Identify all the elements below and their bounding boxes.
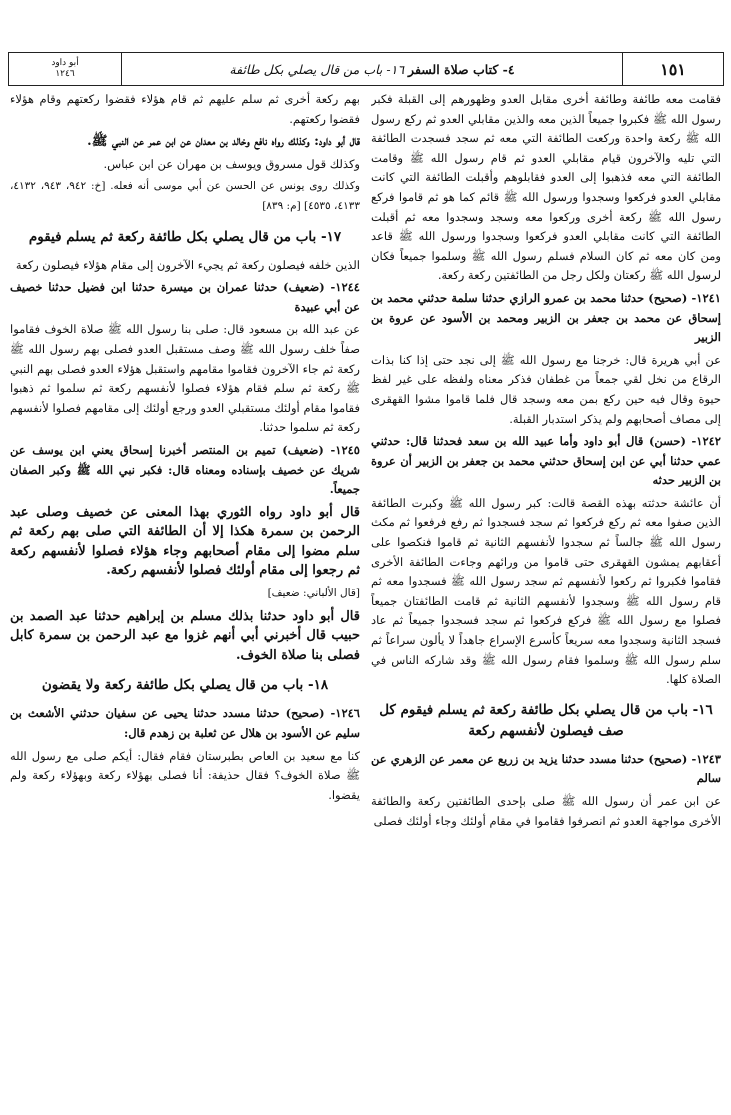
header-title — [121, 53, 623, 85]
hadith-1242-text: أن عائشة حدثته بهذه القصة قالت: كبر رسول الله ﷺ وكبرت الطائفة الذين صفوا معه ثم ركع فركعوا ثم سجد فسجدوا ثم رفع فرفعوا ثم مكث رسول الله ﷺ جالساً ثم سجدوا لأنفسهم الثانية ثم قاموا فنكصوا على أعقابهم يمشون القهقرى حتى قاموا من ورائهم وجاءت الطائفة الأخرى فقاموا فكبروا ثم ركعوا لأنفسهم ثم سجد رسول الله ﷺ فسجدوا معه ثم قام رسول الله ﷺ وسجدوا لأنفسهم الثانية ثم قامت الطائفتان جميعاً فصلوا مع رسول الله ﷺ فركع فركعوا ثم سجد فسجدوا جميعاً ثم عاد فسجد الثانية وسجدوا معه سريعاً كأسرع الإسراع جاهداً لا يألون سراعاً ثم سلم رسول الله ﷺ وسلموا فقام رسول الله ﷺ وقد شاركه الناس في الصلاة كلها. — [371, 495, 721, 687]
header-hadith-range — [9, 53, 122, 85]
paragraph: بهم ركعة أخرى ثم سلم عليهم ثم قام هؤلاء فقضوا ركعتهم وقام هؤلاء فقضوا ركعتهم. — [10, 92, 360, 126]
albani-grade: [قال الألباني: ضعيف] — [267, 587, 360, 600]
header-left-range: ١٢٤٦ — [55, 69, 75, 79]
chapter-18-heading: ١٨- باب من قال يصلي بكل طائفة ركعة ولا يقضون — [41, 677, 329, 694]
left-column — [10, 90, 360, 1107]
header-left-label: أبو داود — [51, 58, 79, 68]
hadith-1242-isnad: ١٢٤٢- (حسن) قال أبو داود وأما عبيد الله بن سعد فحدثنا قال: حدثني عمي حدثنا أبي عن ابن إسحاق حدثني محمد بن جعفر بن الزبير أن عروة بن الزبير حدثه — [371, 434, 721, 488]
book-title: ٤- كتاب صلاة السفر — [408, 61, 515, 77]
hadith-1246-isnad: ١٢٤٦- (صحيح) حدثنا مسدد حدثنا يحيى عن سفيان حدثني الأشعث بن سليم عن الأسود بن هلال عن ثعلبة بن زهدم قال: — [10, 706, 360, 741]
abu-dawud-note: قال أبو داود: وكذلك رواه نافع وخالد بن معدان عن ابن عمر عن النبي ﷺ. — [87, 134, 360, 150]
cross-reference: وكذلك روى يونس عن الحسن عن أبي موسى أنه فعله. [خ: ٩٤٢، ٩٤٣، ٤١٣٢، ٤١٣٣، ٤٥٣٥] [م: ٨٣٩] — [10, 180, 360, 212]
chapter-16-heading: ١٦- باب من قال يصلي بكل طائفة ركعة ثم يسلم فيقوم كل صف فيصلون لأنفسهم ركعة — [379, 701, 713, 739]
chapter-17-heading: ١٧- باب من قال يصلي بكل طائفة ركعة ثم يسلم فيقوم — [28, 228, 342, 245]
chapter-title: ١٦- باب من قال يصلي بكل طائفة — [229, 61, 405, 77]
paragraph: فقامت معه طائفة وطائفة أخرى مقابل العدو وظهورهم إلى القبلة فكبر رسول الله ﷺ فكبروا جميعاً الذين معه والذين مقابلي العدو ثم ركع رسول الله ﷺ ركعة واحدة وركعت الطائفة التي معه ثم سجد فسجدت الطائفة التي تليه والآخرون قيام مقابلي العدو ثم قام رسول الله ﷺ وقامت الطائفة التي معه فذهبوا إلى العدو فقابلوهم وأقبلت الطائفة التي كانت مقابلي العدو فركعوا وسجدوا ورسول الله ﷺ قائم كما هو ثم قاموا فركع رسول الله ﷺ ركعة أخرى وركعوا معه وسجد وسجدوا معه ثم أقبلت الطائفة التي كانت مقابلي العدو فركعوا وسجدوا ورسول الله ﷺ قاعد ومن كان معه ثم كان السلام فسلم رسول الله ﷺ وسلموا جميعاً فكان لرسول الله ﷺ ركعتان ولكل رجل من الطائفتين ركعة ركعة. — [371, 92, 721, 283]
page-number: ١٥١ — [622, 53, 723, 85]
hadith-1244-text: عن عبد الله بن مسعود قال: صلى بنا رسول الله ﷺ صلاة الخوف فقاموا صفاً خلف رسول الله ﷺ وصف مستقبل العدو فصلى بهم رسول الله ﷺ ركعة ثم جاء الآخرون فقاموا مقامهم واستقبل هؤلاء العدو فصلى بهم النبي ﷺ ركعة ثم سلم فقام هؤلاء فصلوا لأنفسهم ركعة ثم سلموا ثم ذهبوا فقاموا مقام أولئك مستقبلي العدو ورجع أولئك إلى مقامهم فصلوا لأنفسهم ركعة ثم سلموا حدثنا. — [10, 322, 360, 435]
hadith-1243-isnad: ١٢٤٣- (صحيح) حدثنا مسدد حدثنا يزيد بن زريع عن معمر عن الزهري عن سالم — [371, 751, 721, 786]
hadith-1245-isnad: ١٢٤٥- (ضعيف) تميم بن المنتصر أخبرنا إسحاق يعني ابن يوسف عن شريك عن خصيف بإسناده ومعناه قال: فكبر نبي الله ﷺ وكبر الصفان جميعاً. — [10, 442, 360, 497]
hadith-1241-isnad: ١٢٤١- (صحيح) حدثنا محمد بن عمرو الرازي حدثنا سلمة حدثني محمد بن إسحاق عن محمد بن جعفر بن الزبير ومحمد بن الأسود عن عروة بن الزبير — [371, 290, 721, 345]
hadith-1246-text: كنا مع سعيد بن العاص بطبرستان فقام فقال: أيكم صلى مع رسول الله ﷺ صلاة الخوف؟ فقال حذيفة: أنا فصلى بهؤلاء ركعة وبهؤلاء ركعة ولم يقضوا. — [10, 748, 360, 802]
right-column — [371, 90, 721, 1107]
hadith-1241-text: عن أبي هريرة قال: خرجنا مع رسول الله ﷺ إلى نجد حتى إذا كنا بذات الرقاع من نخل لقي جمعاً من غطفان فذكر معناه ولفظه على غير لفظ حيوة وقال فيه حين ركع بمن معه وسجد قال فلما قاموا مشوا القهقرى إلى مصاف أصحابهم ولم يذكر استدبار القبلة. — [371, 352, 721, 426]
hadith-1243-text: عن ابن عمر أن رسول الله ﷺ صلى بإحدى الطائفتين ركعة والطائفة الأخرى مواجهة العدو ثم انصرفوا فقاموا في مقام أولئك وجاء أولئك فصلى — [371, 794, 721, 828]
abu-dawud-note: قال أبو داود حدثنا بذلك مسلم بن إبراهيم حدثنا عبد الصمد بن حبيب قال أخبرني أبي أنهم غزوا مع عبد الرحمن بن سمرة كابل فصلى بنا صلاة الخوف. — [10, 608, 360, 663]
note: وكذلك قول مسروق ويوسف بن مهران عن ابن عباس. — [103, 156, 360, 171]
abu-dawud-note: قال أبو داود رواه الثوري بهذا المعنى عن خصيف وصلى عبد الرحمن بن سمرة هكذا إلا أن الطائفة التي صلى بهم ركعة ثم سلم مضوا إلى مقام أصحابهم وجاء هؤلاء فصلوا لأنفسهم ركعة ثم رجعوا إلى مقام أولئك فصلوا لأنفسهم ركعة. — [10, 504, 360, 579]
hadith-1244-isnad: ١٢٤٤- (ضعيف) حدثنا عمران بن ميسرة حدثنا ابن فضيل حدثنا خصيف عن أبي عبيدة — [10, 280, 360, 314]
running-header — [8, 52, 724, 86]
paragraph: الذين خلفه فيصلون ركعة ثم يجيء الآخرون إلى مقام هؤلاء فيصلون ركعة — [15, 257, 360, 272]
